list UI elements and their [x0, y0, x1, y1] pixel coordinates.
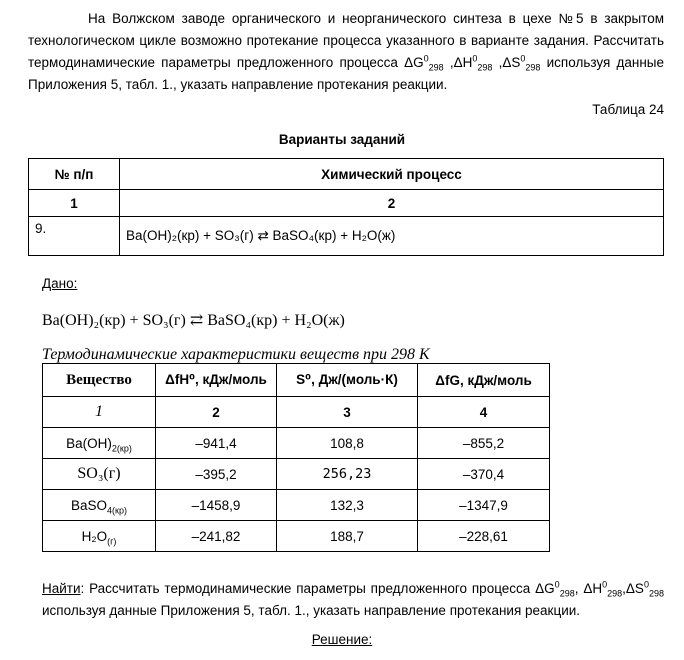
find-text: : Рассчитать термодинамические параметры предложенного процесса: [80, 581, 536, 596]
name-text: BaSO: [71, 497, 108, 513]
sup: 0: [643, 579, 649, 590]
enthalpy-value: –395,2: [156, 459, 277, 490]
variants-table: [28, 158, 664, 256]
entropy-value: 188,7: [277, 521, 418, 552]
sub: 298: [648, 588, 664, 599]
col-number: 1: [43, 397, 156, 428]
name-sub: 4(кр): [107, 505, 127, 516]
gibbs-value: –228,61: [418, 521, 550, 552]
col-number: 3: [277, 397, 418, 428]
table-row: [43, 490, 550, 521]
table-row: [43, 521, 550, 552]
given-label: Дано:: [42, 276, 78, 291]
sub: 298: [607, 588, 623, 599]
given-equation: Ba(OH)₂(кр) + SO₃(г) ⇄ BaSO₄(кр) + H₂O(ж): [42, 312, 345, 329]
name-sub: 2(кр): [111, 443, 132, 454]
dg-symbol: ΔG: [535, 581, 555, 596]
substance-name: [43, 428, 156, 459]
table-row: [43, 459, 550, 490]
ds-symbol: ΔS: [625, 581, 644, 596]
sub: 298: [477, 62, 493, 73]
row-process: Ba(OH)₂(кр) + SO₃(г) ⇄ BaSO₄(кр) + H₂O(ж): [120, 217, 664, 256]
thermo-caption: Термодинамические характеристики веществ при 298 К: [42, 346, 430, 363]
table-row: [43, 428, 550, 459]
intro-text-2: используя данные Приложения 5, табл. 1., указать направление протекания реакции.: [28, 55, 664, 92]
enthalpy-value: –1458,9: [156, 490, 277, 521]
header-substance: Вещество: [43, 364, 156, 397]
sub: 298: [525, 62, 541, 73]
entropy-value: 108,8: [277, 428, 418, 459]
name-text: H₂O: [81, 528, 108, 544]
gibbs-value: –370,4: [418, 459, 550, 490]
dh-symbol: ΔH: [453, 55, 473, 70]
name-sub: (г): [107, 536, 117, 547]
thermo-table: [42, 363, 550, 552]
name-text: Ba(OH): [66, 435, 112, 451]
enthalpy-value: –941,4: [156, 428, 277, 459]
row-num: 9.: [29, 217, 120, 256]
sub: 298: [428, 62, 444, 73]
dh-symbol: ΔH: [583, 581, 603, 596]
gibbs-value: –855,2: [418, 428, 550, 459]
find-label: Найти: [42, 581, 81, 596]
sup: 0: [602, 579, 608, 590]
header-gibbs: ΔfG, кДж/моль: [418, 364, 550, 397]
entropy-value: 132,3: [277, 490, 418, 521]
gibbs-value: –1347,9: [418, 490, 550, 521]
sup: 0: [472, 53, 478, 64]
header-enthalpy: ΔfH⁰, кДж/моль: [156, 364, 277, 397]
enthalpy-value: –241,82: [156, 521, 277, 552]
header-num: № п/п: [29, 159, 120, 190]
variants-title: Варианты заданий: [278, 132, 406, 147]
dg-symbol: ΔG: [404, 55, 424, 70]
solution-heading: Решение:: [311, 632, 373, 647]
find-text-2: используя данные Приложения 5, табл. 1., указать направление протекания реакции.: [42, 603, 581, 618]
sup: 0: [554, 579, 560, 590]
sup: 0: [423, 53, 429, 64]
table-number: Таблица 24: [592, 102, 664, 117]
substance-name: [43, 521, 156, 552]
ds-symbol: ΔS: [502, 55, 521, 70]
sup: 0: [520, 53, 526, 64]
col-number: 1: [29, 190, 120, 217]
substance-name: SO₃(г): [43, 459, 156, 490]
sub: 298: [559, 588, 575, 599]
header-entropy: S⁰, Дж/(моль·К): [277, 364, 418, 397]
col-number: 4: [418, 397, 550, 428]
find-paragraph: Найти: Рассчитать термодинамические параметры предложенного процесса $\Delta G^0_{298}$, $\Delta H^0_{298},\Delta S^0_{298}$ используя данные Приложения 5, табл. 1., указать направление протекания реакции.: [42, 579, 664, 618]
intro-paragraph: На Волжском заводе органического и неорганического синтеза в цехе №5 в закрытом технологическом цикле возможно протекание процесса указанного в варианте задания. Рассчитать термодинамические параметры предложенного процесса $\Delta G^0_{298}$ $,\Delta H^0_{298}$ $,\Delta S^0_{298}$ используя данные Приложения 5, табл. 1., указать направление протекания реакции.: [28, 11, 664, 92]
entropy-value: 256,23: [277, 459, 418, 490]
col-number: 2: [156, 397, 277, 428]
substance-name: [43, 490, 156, 521]
col-number: 2: [120, 190, 664, 217]
header-process: Химический процесс: [120, 159, 664, 190]
intro-text: На Волжском заводе органического и неорганического синтеза в цехе №5 в закрытом технологическом цикле возможно протекание процесса указанного в варианте задания. Рассчитать термодинамические параметры предложенного процесса: [28, 11, 664, 70]
